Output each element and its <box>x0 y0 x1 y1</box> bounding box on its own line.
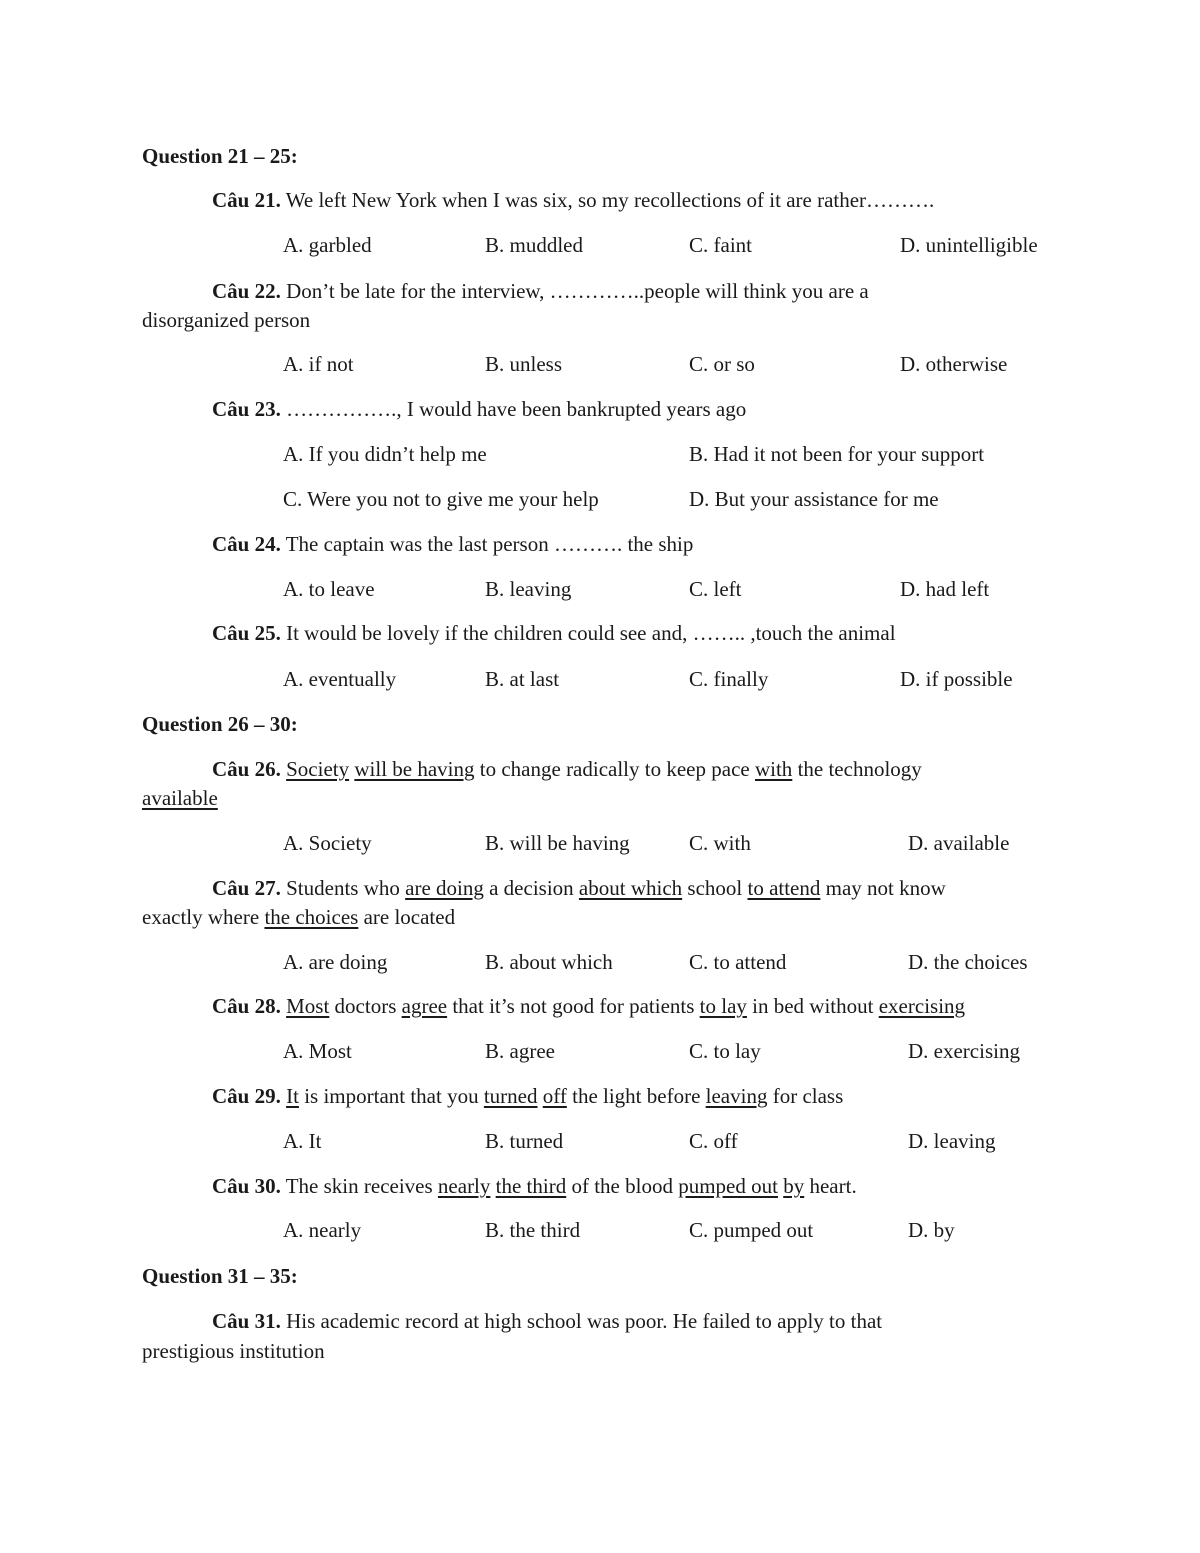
option-d[interactable]: D. available <box>908 831 1010 855</box>
option-b[interactable]: B. about which <box>485 950 613 974</box>
underlined-segment: to attend <box>747 876 821 900</box>
underlined-segment: leaving <box>705 1084 768 1108</box>
question-21 <box>212 187 934 213</box>
option-d[interactable]: D. if possible <box>900 667 1013 691</box>
underlined-segment: the choices <box>264 905 359 929</box>
underlined-segment: nearly <box>437 1174 491 1198</box>
question-text: It would be lovely if the children could see and, …….. ,touch the animal <box>280 621 896 645</box>
option-d[interactable]: D. But your assistance for me <box>689 487 939 511</box>
underlined-segment: turned <box>483 1084 538 1108</box>
text-segment: heart. <box>804 1174 857 1198</box>
question-number: Câu 28. <box>212 994 281 1018</box>
underlined-segment: off <box>542 1084 567 1108</box>
option-b[interactable]: B. unless <box>485 352 563 376</box>
question-number: Câu 29. <box>212 1084 281 1108</box>
text-segment: The skin receives <box>280 1174 438 1198</box>
question-number: Câu 22. <box>212 279 281 303</box>
underlined-segment: about which <box>578 876 683 900</box>
option-b[interactable]: B. the third <box>485 1218 581 1242</box>
text-segment: in bed without <box>746 994 879 1018</box>
underlined-segment: will be having <box>354 757 475 781</box>
question-24 <box>212 531 693 557</box>
question-text: Don’t be late for the interview, …………..people will think you are a <box>280 279 869 303</box>
question-number: Câu 25. <box>212 621 281 645</box>
text-segment: the light before <box>566 1084 706 1108</box>
option-b[interactable]: B. turned <box>485 1129 564 1153</box>
question-number: Câu 23. <box>212 397 281 421</box>
question-23 <box>212 396 746 422</box>
section-heading: Question 21 – 25: <box>142 144 298 168</box>
text-segment: exactly where <box>142 905 265 929</box>
text-segment: Students who <box>280 876 406 900</box>
underlined-segment: are doing <box>405 876 484 900</box>
question-30 <box>212 1173 857 1199</box>
question-text-continued: prestigious institution <box>142 1339 325 1363</box>
underlined-segment: It <box>286 1084 299 1108</box>
text-segment: of the blood <box>566 1174 679 1198</box>
option-c[interactable]: C. left <box>689 577 742 601</box>
text-segment: school <box>682 876 748 900</box>
question-number: Câu 24. <box>212 532 281 556</box>
question-29 <box>212 1083 843 1109</box>
option-a[interactable]: A. Most <box>283 1039 352 1063</box>
question-text: We left New York when I was six, so my recollections of it are rather………. <box>280 188 935 212</box>
option-d[interactable]: D. the choices <box>908 950 1028 974</box>
section-heading: Question 26 – 30: <box>142 712 298 736</box>
option-d[interactable]: D. unintelligible <box>900 233 1038 257</box>
option-c[interactable]: C. finally <box>689 667 769 691</box>
question-text-continued: disorganized person <box>142 308 311 332</box>
option-d[interactable]: D. by <box>908 1218 955 1242</box>
option-c[interactable]: C. to lay <box>689 1039 761 1063</box>
option-c[interactable]: C. or so <box>689 352 755 376</box>
question-number: Câu 21. <box>212 188 281 212</box>
underlined-segment: with <box>754 757 793 781</box>
option-d[interactable]: D. leaving <box>908 1129 996 1153</box>
option-c[interactable]: C. off <box>689 1129 738 1153</box>
option-a[interactable]: A. It <box>283 1129 322 1153</box>
option-c[interactable]: C. to attend <box>689 950 787 974</box>
underlined-segment: agree <box>401 994 448 1018</box>
option-d[interactable]: D. otherwise <box>900 352 1008 376</box>
option-c[interactable]: C. pumped out <box>689 1218 814 1242</box>
question-text: ……………., I would have been bankrupted years ago <box>280 397 747 421</box>
text-segment: to change radically to keep pace <box>474 757 755 781</box>
question-number: Câu 31. <box>212 1309 281 1333</box>
text-segment: doctors <box>329 994 402 1018</box>
question-28 <box>212 993 965 1019</box>
option-a[interactable]: A. are doing <box>283 950 388 974</box>
option-c[interactable]: C. with <box>689 831 751 855</box>
question-26 <box>212 756 922 782</box>
text-segment: the technology <box>792 757 922 781</box>
question-text-continued <box>142 785 218 811</box>
option-b[interactable]: B. will be having <box>485 831 630 855</box>
text-segment: that it’s not good for patients <box>447 994 700 1018</box>
underlined-segment: Most <box>286 994 330 1018</box>
question-number: Câu 30. <box>212 1174 281 1198</box>
underlined-segment: to lay <box>699 994 747 1018</box>
option-a[interactable]: A. garbled <box>283 233 372 257</box>
question-text: His academic record at high school was poor. He failed to apply to that <box>280 1309 883 1333</box>
option-a[interactable]: A. Society <box>283 831 372 855</box>
option-b[interactable]: B. muddled <box>485 233 583 257</box>
question-25 <box>212 620 896 646</box>
text-segment: is important that you <box>298 1084 484 1108</box>
question-text: The captain was the last person ………. the ship <box>280 532 694 556</box>
underlined-segment: available <box>142 786 218 810</box>
underlined-segment: the third <box>495 1174 567 1198</box>
underlined-segment: by <box>783 1174 805 1198</box>
option-a[interactable]: A. eventually <box>283 667 397 691</box>
question-number: Câu 27. <box>212 876 281 900</box>
option-b[interactable]: B. agree <box>485 1039 555 1063</box>
section-heading: Question 31 – 35: <box>142 1264 298 1288</box>
text-segment: may not know <box>820 876 946 900</box>
question-27 <box>212 875 946 901</box>
underlined-segment: Society <box>286 757 350 781</box>
question-text-continued <box>142 904 455 930</box>
text-segment: a decision <box>483 876 579 900</box>
text-segment: for class <box>767 1084 844 1108</box>
option-d[interactable]: D. exercising <box>908 1039 1020 1063</box>
question-number: Câu 26. <box>212 757 281 781</box>
option-a[interactable]: A. nearly <box>283 1218 362 1242</box>
option-b[interactable]: B. leaving <box>485 577 572 601</box>
text-segment: are located <box>358 905 456 929</box>
option-c[interactable]: C. Were you not to give me your help <box>283 487 599 511</box>
option-b[interactable]: B. at last <box>485 667 560 691</box>
option-a[interactable]: A. to leave <box>283 577 375 601</box>
option-a[interactable]: A. if not <box>283 352 354 376</box>
option-d[interactable]: D. had left <box>900 577 990 601</box>
option-a[interactable]: A. If you didn’t help me <box>283 442 487 466</box>
underlined-segment: exercising <box>878 994 966 1018</box>
underlined-segment: pumped out <box>678 1174 778 1198</box>
question-22 <box>212 278 869 304</box>
option-b[interactable]: B. Had it not been for your support <box>689 442 985 466</box>
option-c[interactable]: C. faint <box>689 233 752 257</box>
question-31 <box>212 1308 882 1334</box>
